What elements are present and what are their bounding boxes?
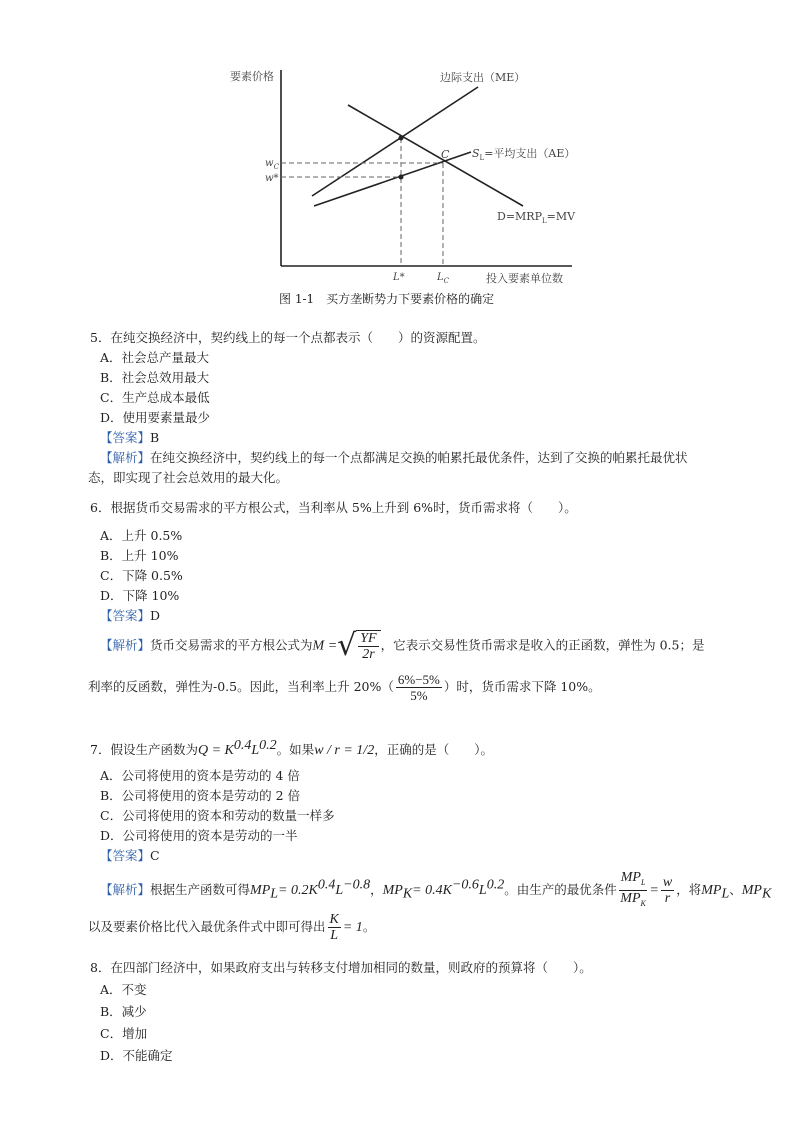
q6-option-b: B．上升 10%: [100, 548, 179, 563]
ae-label: S: [472, 147, 480, 160]
q5-answer: 【答案】B: [100, 430, 160, 445]
monopsony-diagram: [0, 0, 792, 310]
q6-analysis: 【解析】货币交易需求的平方根公式为M = √ $\frac{YF}{2r}$ ，它表示交易性货币需求是收入的正函数，弹性为 0.5；是: [100, 628, 705, 663]
q8-option-d: D．不能确定: [100, 1048, 173, 1063]
q7-option-c: C．公司将使用的资本和劳动的数量一样多: [100, 808, 335, 823]
q5-option-d: D．使用要素量最少: [100, 410, 211, 425]
q7-option-a: A．公司将使用的资本是劳动的 4 倍: [100, 768, 300, 783]
lc-label: L: [437, 272, 444, 283]
x-axis-label: 投入要素单位数: [486, 272, 563, 285]
q8-option-c: C．增加: [100, 1026, 148, 1041]
svg-text:D=MRPL=MV: $D=MRP_L=MV$: [497, 210, 576, 225]
me-label: 边际支出（ME）: [440, 71, 526, 84]
q7-analysis-cont: 以及要素价格比代入最优条件式中即可得出 $\frac{K}{L}$ = 1。: [88, 912, 376, 943]
q7-analysis: 【解析】根据生产函数可得$MP_L= 0.2K^{0.4}L^{-0.8}$，$MP_K= 0.4K^{-0.6}L^{0.2}$。由生产的最优条件 $\frac{MP_L}{MP_K}$ = $\frac{w}{r}$ ，将$MP_L$、$MP_K$: [100, 870, 772, 908]
q5-option-a: A．社会总产量最大: [100, 350, 210, 365]
q8-stem: 8．在四部门经济中，如果政府支出与转移支付增加相同的数量，则政府的预算将（ ）。: [90, 960, 592, 975]
q6-option-d: D．下降 10%: [100, 588, 180, 603]
svg-text:LC: $L_C$: [437, 272, 449, 285]
q7-option-d: D．公司将使用的资本是劳动的一半: [100, 828, 298, 843]
q7-answer: 【答案】C: [100, 848, 160, 863]
point-wstar: [399, 175, 404, 180]
q6-option-a: A．上升 0.5%: [100, 528, 183, 543]
q5-option-b: B．社会总效用最大: [100, 370, 210, 385]
q7-stem: 7．假设生产函数为$Q = K^{0.4}L^{0.2}$。如果w / r = 1/2，正确的是（ ）。: [90, 738, 493, 759]
q5-analysis-cont: 态，即实现了社会总效用的最大化。: [88, 470, 289, 485]
q8-option-b: B．减少: [100, 1004, 147, 1019]
q6-stem: 6．根据货币交易需求的平方根公式，当利率从 5%上升到 6%时，货币需求将（ ）。: [90, 500, 577, 515]
q6-answer: 【答案】D: [100, 608, 161, 623]
me-line: [312, 87, 478, 196]
q5-stem: 5．在纯交换经济中，契约线上的每一个点都表示（ ）的资源配置。: [90, 330, 486, 345]
q6-analysis-cont: 利率的反函数，弹性为-0.5。因此，当利率上升 20%（ $\frac{6\%-5\%}{5\%}$ ）时，货币需求下降 10%。: [88, 672, 601, 703]
wc-label: w: [265, 158, 274, 169]
y-axis-label: 要素价格: [230, 70, 274, 83]
figure-caption: 图 1-1 买方垄断势力下要素价格的确定: [279, 292, 495, 306]
q7-option-b: B．公司将使用的资本是劳动的 2 倍: [100, 788, 301, 803]
q8-option-a: A．不变: [100, 982, 147, 997]
point-c-label: C: [441, 148, 450, 161]
svg-text:SL=平均支出（AE）: $S_L=$平均支出（AE）: [472, 147, 576, 162]
d-label: D=MRP: [497, 210, 542, 223]
point-me-d: [399, 136, 404, 141]
lstar-label: L*: [393, 272, 405, 283]
svg-text:wC: $w_C$: [265, 158, 279, 171]
q6-option-c: C．下降 0.5%: [100, 568, 183, 583]
q5-option-c: C．生产总成本最低: [100, 390, 210, 405]
wstar-label: w*: [265, 173, 279, 184]
q5-analysis: 【解析】在纯交换经济中，契约线上的每一个点都满足交换的帕累托最优条件，达到了交换的帕累托最优状: [100, 450, 688, 465]
